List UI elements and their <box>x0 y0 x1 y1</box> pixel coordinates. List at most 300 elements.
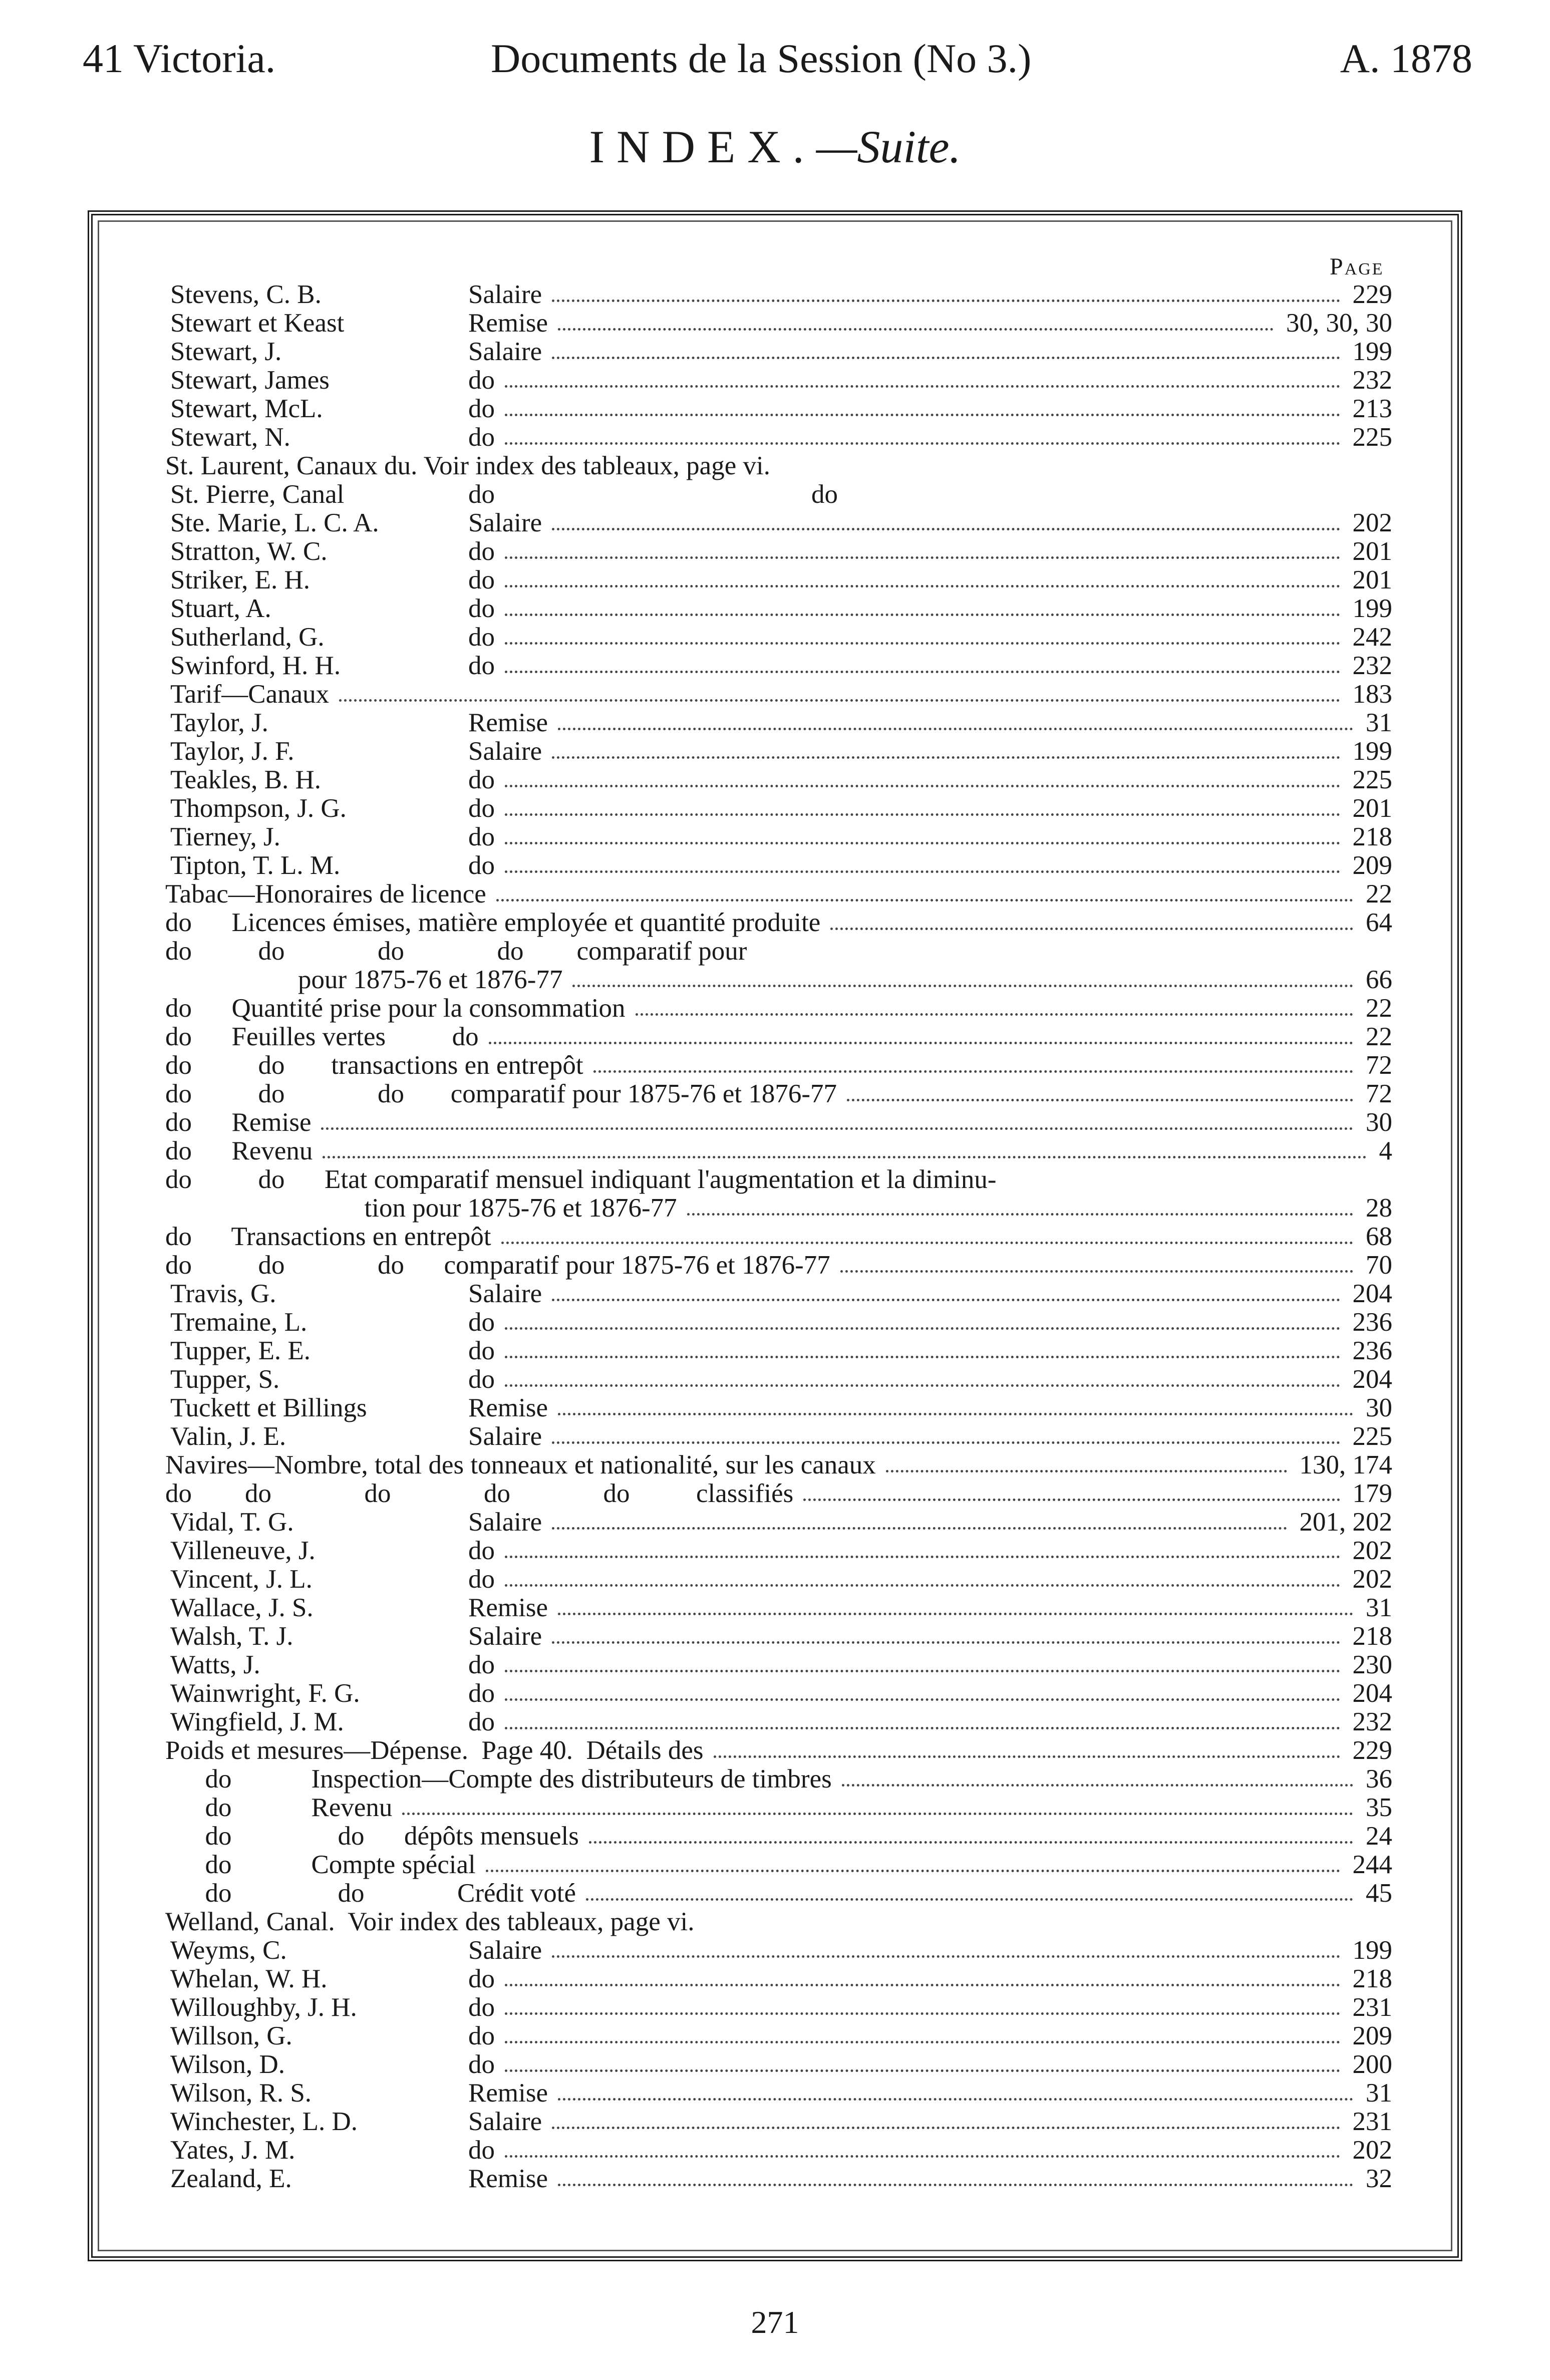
entry-text: do do do comparatif pour 1875-76 et 1876-77 <box>165 1251 830 1280</box>
index-entry <box>0 823 1550 851</box>
entry-text: tion pour 1875-76 et 1876-77 <box>165 1194 677 1223</box>
entry-name: Sutherland, G. <box>170 623 325 652</box>
leader-dots <box>321 1127 1353 1130</box>
entry-name: Taylor, J. F. <box>170 737 294 766</box>
entry-page: 218 <box>1352 822 1392 851</box>
index-entry <box>0 937 1550 966</box>
entry-text: do Revenu <box>165 1793 393 1822</box>
entry-text: do do do do do classifiés <box>165 1479 794 1508</box>
leader-dots <box>558 2098 1353 2101</box>
entry-page: 32 <box>1366 2164 1392 2193</box>
entry-page: 236 <box>1352 1308 1392 1337</box>
entry-page: 28 <box>1366 1194 1392 1223</box>
index-entry <box>0 1023 1550 1051</box>
entry-page: 229 <box>1352 1736 1392 1765</box>
leader-dots <box>505 1984 1340 1986</box>
entry-text: pour 1875-76 et 1876-77 <box>165 965 563 994</box>
index-entry <box>0 680 1550 709</box>
index-entry <box>0 537 1550 566</box>
entry-name: Swinford, H. H. <box>170 651 341 680</box>
entry-page: 232 <box>1352 366 1392 395</box>
entry-text: do do transactions en entrepôt <box>165 1051 583 1080</box>
entry-page: 31 <box>1366 708 1392 737</box>
entry-page: 242 <box>1352 623 1392 652</box>
entry-kind: Remise <box>468 1593 548 1622</box>
index-entry <box>0 1337 1550 1365</box>
entry-name: Willson, G. <box>170 2021 292 2050</box>
entry-page: 202 <box>1352 2136 1392 2165</box>
index-entry <box>0 1736 1550 1765</box>
entry-page: 204 <box>1352 1679 1392 1708</box>
entry-kind: do <box>468 394 495 423</box>
entry-page: 130, 174 <box>1299 1450 1392 1479</box>
entry-name: Striker, E. H. <box>170 565 311 594</box>
entry-page: 232 <box>1352 1707 1392 1736</box>
index-entry <box>0 1479 1550 1508</box>
index-entry <box>0 1565 1550 1594</box>
entry-kind: Salaire <box>468 1279 542 1308</box>
index-entry <box>0 338 1550 366</box>
entry-page: 36 <box>1366 1764 1392 1794</box>
entry-page: 22 <box>1366 1022 1392 1051</box>
leader-dots <box>505 1584 1340 1587</box>
entry-name: Wilson, D. <box>170 2050 285 2079</box>
index-entry <box>0 395 1550 423</box>
entry-text: do Transactions en entrepôt <box>165 1222 491 1251</box>
leader-dots <box>552 1641 1340 1644</box>
index-entry <box>0 1822 1550 1851</box>
index-entry <box>0 1308 1550 1337</box>
entry-name: Valin, J. E. <box>170 1422 286 1451</box>
entry-name: Zealand, E. <box>170 2164 292 2193</box>
entry-name: Stewart, N. <box>170 423 290 452</box>
leader-dots <box>552 1955 1340 1958</box>
entry-page: 202 <box>1352 1536 1392 1565</box>
leader-dots <box>558 1613 1353 1615</box>
index-entry <box>0 594 1550 623</box>
index-entry <box>0 1622 1550 1651</box>
entry-kind: do <box>468 565 495 594</box>
entry-name: Walsh, T. J. <box>170 1622 293 1651</box>
entry-page: 199 <box>1352 594 1392 623</box>
leader-dots <box>552 756 1340 759</box>
entry-name: Wainwright, F. G. <box>170 1679 360 1708</box>
index-entry <box>0 1879 1550 1908</box>
index-entry <box>0 1280 1550 1308</box>
index-entry <box>0 1194 1550 1223</box>
entry-kind: do <box>468 1964 495 1993</box>
entry-page: 204 <box>1352 1279 1392 1308</box>
entry-kind: do <box>468 480 495 509</box>
entry-kind: do <box>468 1536 495 1565</box>
index-entry <box>0 1537 1550 1565</box>
index-entry <box>0 652 1550 680</box>
entry-page: 201 <box>1352 565 1392 594</box>
entry-page: 30 <box>1366 1108 1392 1137</box>
entry-page: 4 <box>1379 1136 1392 1165</box>
leader-dots <box>505 1556 1340 1558</box>
index-entry <box>0 1165 1550 1194</box>
leader-dots <box>505 2012 1340 2015</box>
leader-dots <box>552 1527 1287 1530</box>
index-entry <box>0 1080 1550 1108</box>
leader-dots <box>505 813 1340 816</box>
leader-dots <box>505 442 1340 445</box>
page-title <box>0 120 1550 173</box>
index-entry <box>0 280 1550 309</box>
index-entry <box>0 966 1550 994</box>
index-entry <box>0 880 1550 909</box>
leader-dots <box>505 1727 1340 1729</box>
entry-page: 35 <box>1366 1793 1392 1822</box>
entry-name: Whelan, W. H. <box>170 1964 328 1993</box>
leader-dots <box>505 842 1340 844</box>
entry-name: Wallace, J. S. <box>170 1593 314 1622</box>
index-entry <box>0 1365 1550 1394</box>
entry-page: 231 <box>1352 1993 1392 2022</box>
index-entry <box>0 1908 1550 1936</box>
leader-dots <box>552 300 1340 302</box>
entry-text: do do Etat comparatif mensuel indiquant l'augmentation et la diminu- <box>165 1165 997 1194</box>
leader-dots <box>505 1670 1340 1672</box>
entry-kind: Salaire <box>468 2107 542 2136</box>
entry-name: Stratton, W. C. <box>170 537 328 566</box>
entry-name: Ste. Marie, L. C. A. <box>170 508 379 537</box>
entry-page: 200 <box>1352 2050 1392 2079</box>
entry-page: 22 <box>1366 994 1392 1023</box>
header-volume: 41 Victoria. <box>83 36 276 81</box>
entry-name: Watts, J. <box>170 1650 260 1679</box>
entry-page: 204 <box>1352 1365 1392 1394</box>
entry-name: Tipton, T. L. M. <box>170 851 341 880</box>
entry-text: do Inspection—Compte des distributeurs de timbres <box>165 1764 832 1794</box>
index-entry <box>0 566 1550 594</box>
entry-kind: Salaire <box>468 1422 542 1451</box>
entry-text: do Quantité prise pour la consommation <box>165 994 626 1023</box>
index-entry <box>0 2136 1550 2165</box>
leader-dots <box>714 1755 1340 1758</box>
leader-dots <box>803 1499 1340 1501</box>
title-main: INDEX. <box>589 121 816 172</box>
index-entry <box>0 1651 1550 1679</box>
leader-dots <box>486 1870 1340 1872</box>
leader-dots <box>552 1441 1340 1444</box>
entry-text: Navires—Nombre, total des tonneaux et nationalité, sur les canaux <box>165 1450 876 1479</box>
entry-name: Tuckett et Billings <box>170 1393 367 1422</box>
leader-dots <box>505 614 1340 616</box>
entry-name: Tierney, J. <box>170 822 280 851</box>
entry-kind: do <box>468 651 495 680</box>
entry-page: 225 <box>1352 423 1392 452</box>
index-entry <box>0 1708 1550 1736</box>
leader-dots <box>323 1156 1366 1158</box>
entry-page: 199 <box>1352 337 1392 366</box>
entry-kind: do <box>468 537 495 566</box>
entry-page: 30, 30, 30 <box>1286 309 1392 338</box>
entry-kind: do <box>468 423 495 452</box>
entry-name: Weyms, C. <box>170 1936 287 1965</box>
leader-dots <box>558 328 1274 331</box>
entry-page: 230 <box>1352 1650 1392 1679</box>
leader-dots <box>496 899 1353 902</box>
entry-name: Winchester, L. D. <box>170 2107 358 2136</box>
index-entry <box>0 1765 1550 1794</box>
entry-page: 64 <box>1366 908 1392 937</box>
entry-page: 225 <box>1352 1422 1392 1451</box>
leader-dots <box>840 1270 1353 1273</box>
entry-name: Teakles, B. H. <box>170 765 321 794</box>
entry-kind: Remise <box>468 309 548 338</box>
entry-text: do do dépôts mensuels <box>165 1822 579 1851</box>
entry-page: 45 <box>1366 1879 1392 1908</box>
entry-text: do Revenu <box>165 1136 313 1165</box>
entry-page: 30 <box>1366 1393 1392 1422</box>
index-entry <box>0 1594 1550 1622</box>
entry-kind: do <box>468 1707 495 1736</box>
entry-name: Tremaine, L. <box>170 1308 307 1337</box>
index-entry <box>0 1851 1550 1879</box>
leader-dots <box>505 1327 1340 1330</box>
entry-kind: do <box>468 851 495 880</box>
leader-dots <box>489 1042 1353 1044</box>
entry-kind: do <box>468 1679 495 1708</box>
entry-page: 199 <box>1352 737 1392 766</box>
leader-dots <box>830 928 1353 930</box>
index-entry <box>0 509 1550 537</box>
index-entry <box>0 309 1550 338</box>
entry-name: Vincent, J. L. <box>170 1565 313 1594</box>
entry-page: 218 <box>1352 1964 1392 1993</box>
entry-name: Yates, J. M. <box>170 2136 295 2165</box>
entry-page: 68 <box>1366 1222 1392 1251</box>
index-entry <box>0 1993 1550 2022</box>
index-entry <box>0 423 1550 452</box>
entry-page: 31 <box>1366 1593 1392 1622</box>
leader-dots <box>552 2127 1340 2129</box>
entry-page: 209 <box>1352 2021 1392 2050</box>
entry-text: Poids et mesures—Dépense. Page 40. Détails des <box>165 1736 704 1765</box>
index-entry <box>0 851 1550 880</box>
page-column-header: Page <box>1330 253 1384 280</box>
entry-kind: Remise <box>468 708 548 737</box>
entry-kind: do <box>468 1365 495 1394</box>
leader-dots <box>339 699 1340 702</box>
index-entry <box>0 1108 1550 1137</box>
entry-page: 229 <box>1352 280 1392 309</box>
entry-page: 201 <box>1352 794 1392 823</box>
leader-dots <box>558 2184 1353 2186</box>
leader-dots <box>552 1299 1340 1301</box>
leader-dots <box>558 728 1353 730</box>
entry-page: 209 <box>1352 851 1392 880</box>
leader-dots <box>552 528 1340 530</box>
leader-dots <box>505 556 1340 559</box>
index-entry <box>0 766 1550 794</box>
entry-page: 202 <box>1352 1565 1392 1594</box>
entry-kind: Salaire <box>468 508 542 537</box>
entry-kind: Salaire <box>468 1936 542 1965</box>
leader-dots <box>552 357 1340 359</box>
entry-kind: Salaire <box>468 1508 542 1537</box>
entry-text: do Compte spécial <box>165 1850 476 1879</box>
entry-name: Stewart, James <box>170 366 330 395</box>
index-entry <box>0 1794 1550 1822</box>
entry-name: Wingfield, J. M. <box>170 1707 344 1736</box>
leader-dots <box>847 1099 1353 1101</box>
entry-name: Travis, G. <box>170 1279 276 1308</box>
index-list <box>0 280 1550 2193</box>
entry-kind: do <box>468 2136 495 2165</box>
entry-name: Stuart, A. <box>170 594 271 623</box>
header-year: A. 1878 <box>1340 36 1472 81</box>
entry-kind: do <box>468 623 495 652</box>
entry-page: 236 <box>1352 1336 1392 1365</box>
index-entry <box>0 623 1550 652</box>
entry-page: 70 <box>1366 1251 1392 1280</box>
entry-page: 202 <box>1352 508 1392 537</box>
entry-page: 183 <box>1352 680 1392 709</box>
entry-text: do do Crédit voté <box>165 1879 576 1908</box>
entry-page: 66 <box>1366 965 1392 994</box>
leader-dots <box>505 414 1340 416</box>
entry-page: 24 <box>1366 1822 1392 1851</box>
index-entry <box>0 366 1550 395</box>
entry-kind: Salaire <box>468 737 542 766</box>
entry-page: 244 <box>1352 1850 1392 1879</box>
index-entry <box>0 2108 1550 2136</box>
leader-dots <box>505 585 1340 587</box>
index-entry <box>0 1137 1550 1165</box>
entry-page: 72 <box>1366 1051 1392 1080</box>
entry-name: Stewart, McL. <box>170 394 323 423</box>
entry-kind: do <box>468 822 495 851</box>
entry-name: St. Pierre, Canal <box>170 480 345 509</box>
entry-page: 218 <box>1352 1622 1392 1651</box>
entry-kind: do <box>468 1336 495 1365</box>
entry-text: do Feuilles vertes do <box>165 1022 479 1051</box>
entry-kind: Remise <box>468 2078 548 2108</box>
index-entry <box>0 1223 1550 1251</box>
entry-page: 213 <box>1352 394 1392 423</box>
leader-dots <box>505 642 1340 645</box>
entry-kind: do <box>468 594 495 623</box>
entry-kind: Salaire <box>468 1622 542 1651</box>
entry-page: 179 <box>1352 1479 1392 1508</box>
entry-extra: do <box>811 480 838 509</box>
running-header <box>0 35 1550 90</box>
entry-name: Tupper, E. E. <box>170 1336 311 1365</box>
entry-kind: do <box>468 794 495 823</box>
entry-text: do do do do comparatif pour <box>165 937 747 966</box>
entry-text: Tabac—Honoraires de licence <box>165 879 486 909</box>
leader-dots <box>505 671 1340 673</box>
entry-page: 201 <box>1352 537 1392 566</box>
entry-kind: Salaire <box>468 280 542 309</box>
entry-kind: do <box>468 1650 495 1679</box>
index-entry <box>0 1051 1550 1080</box>
index-entry <box>0 452 1550 480</box>
header-title: Documents de la Session (No 3.) <box>491 36 1032 81</box>
index-entry <box>0 1451 1550 1479</box>
leader-dots <box>505 870 1340 873</box>
entry-name: Wilson, R. S. <box>170 2078 312 2108</box>
index-entry <box>0 1936 1550 1965</box>
leader-dots <box>842 1784 1353 1787</box>
entry-name: Thompson, J. G. <box>170 794 347 823</box>
entry-page: 201, 202 <box>1299 1508 1392 1537</box>
leader-dots <box>505 2069 1340 2072</box>
leader-dots <box>501 1242 1353 1244</box>
title-sub: —Suite. <box>816 121 961 172</box>
entry-kind: do <box>468 1308 495 1337</box>
leader-dots <box>687 1213 1353 1216</box>
entry-name: Stewart, J. <box>170 337 282 366</box>
entry-text: Welland, Canal. Voir index des tableaux, page vi. <box>165 1907 695 1936</box>
leader-dots <box>505 785 1340 787</box>
index-entry <box>0 1251 1550 1280</box>
leader-dots <box>593 1070 1353 1073</box>
entry-text: do do do comparatif pour 1875-76 et 1876-77 <box>165 1079 837 1108</box>
entry-page: 231 <box>1352 2107 1392 2136</box>
entry-page: 199 <box>1352 1936 1392 1965</box>
entry-kind: Remise <box>468 2164 548 2193</box>
entry-page: 31 <box>1366 2078 1392 2108</box>
entry-name: Stevens, C. B. <box>170 280 322 309</box>
entry-name: Stewart et Keast <box>170 309 345 338</box>
entry-text: do Remise <box>165 1108 312 1137</box>
entry-kind: Remise <box>468 1393 548 1422</box>
page-number: 271 <box>751 2304 799 2340</box>
leader-dots <box>505 1384 1340 1387</box>
leader-dots <box>636 1013 1354 1016</box>
index-entry <box>0 480 1550 509</box>
index-entry <box>0 737 1550 766</box>
index-entry <box>0 794 1550 823</box>
leader-dots <box>505 2155 1340 2158</box>
entry-name: Vidal, T. G. <box>170 1508 294 1537</box>
entry-page: 225 <box>1352 765 1392 794</box>
index-entry <box>0 1679 1550 1708</box>
index-entry <box>0 709 1550 737</box>
index-entry <box>0 909 1550 937</box>
entry-kind: do <box>468 2021 495 2050</box>
entry-kind: do <box>468 2050 495 2079</box>
leader-dots <box>505 2041 1340 2043</box>
entry-kind: Salaire <box>468 337 542 366</box>
entry-kind: do <box>468 765 495 794</box>
leader-dots <box>572 985 1353 987</box>
entry-name: Tupper, S. <box>170 1365 280 1394</box>
leader-dots <box>886 1470 1287 1472</box>
index-entry <box>0 2050 1550 2079</box>
leader-dots <box>402 1813 1353 1815</box>
index-entry <box>0 1394 1550 1422</box>
entry-name: Willoughby, J. H. <box>170 1993 357 2022</box>
index-entry <box>0 994 1550 1023</box>
index-entry <box>0 2022 1550 2050</box>
entry-kind: do <box>468 1565 495 1594</box>
leader-dots <box>558 1413 1353 1415</box>
index-entry <box>0 1422 1550 1451</box>
entry-text: St. Laurent, Canaux du. Voir index des tableaux, page vi. <box>165 451 770 480</box>
entry-name: Taylor, J. <box>170 708 268 737</box>
entry-text: do Licences émises, matière employée et quantité produite <box>165 908 821 937</box>
entry-page: 232 <box>1352 651 1392 680</box>
entry-kind: do <box>468 366 495 395</box>
entry-kind: do <box>468 1993 495 2022</box>
index-entry <box>0 2079 1550 2108</box>
index-entry <box>0 1508 1550 1537</box>
